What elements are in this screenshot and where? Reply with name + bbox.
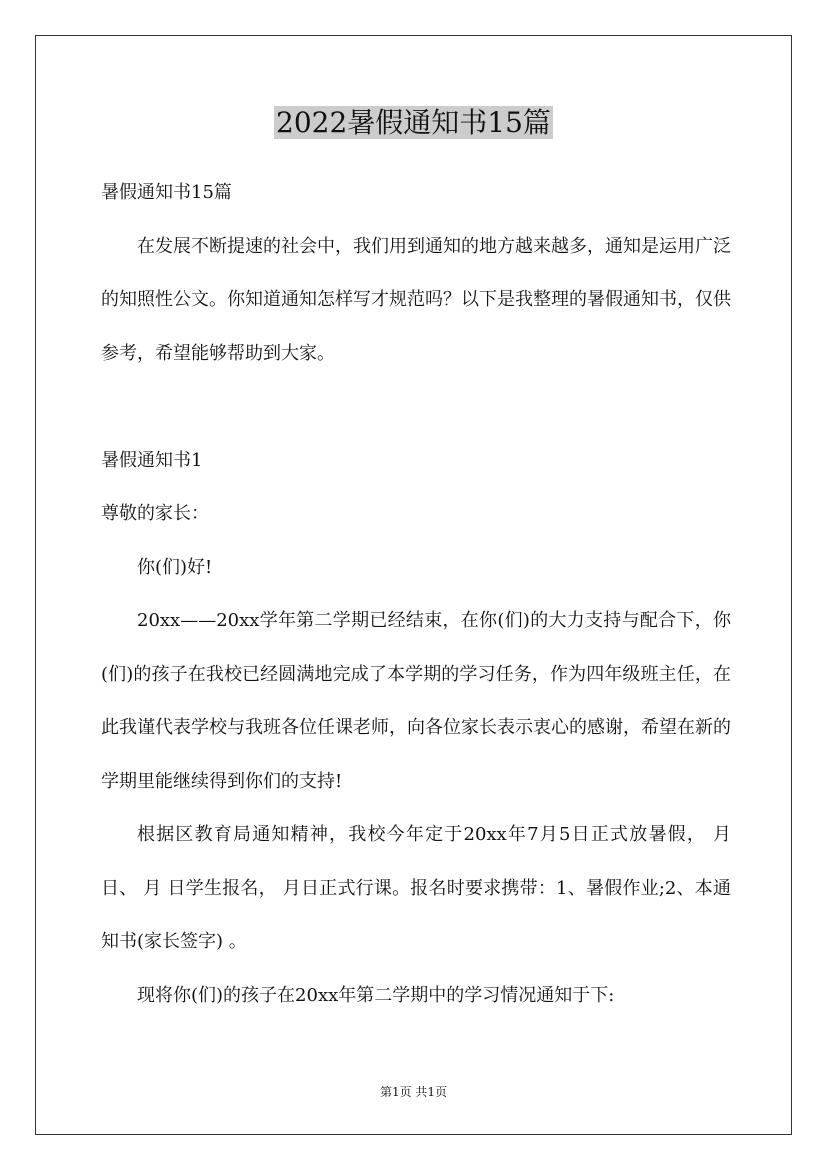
body-paragraph-2: 根据区教育局通知精神，我校今年定于20xx年7月5日正式放暑假， 月 日、 月 日学生报名， 月日正式行课。报名时要求携带：1、暑假作业;2、本通知书(家长签字) 。 bbox=[101, 824, 731, 952]
document-body bbox=[101, 166, 731, 1022]
document-subtitle: 暑假通知书15篇 bbox=[101, 182, 232, 203]
salutation: 尊敬的家长： bbox=[101, 503, 209, 524]
section-heading: 暑假通知书1 bbox=[101, 449, 203, 471]
section-spacer bbox=[101, 380, 731, 434]
document-title bbox=[0, 103, 827, 143]
document-title-text: 2022暑假通知书15篇 bbox=[276, 106, 551, 139]
greeting: 你(们)好! bbox=[137, 556, 213, 578]
body-paragraph-1: 20xx——20xx学年第二学期已经结束，在你(们)的大力支持与配合下，你(们)的孩子在我校已经圆满地完成了本学期的学习任务，作为四年级班主任，在此我谨代表学校与我班各位任课老师，向各位家长表示衷心的感谢，希望在新的学期里能继续得到你们的支持! bbox=[101, 610, 731, 792]
intro-paragraph: 在发展不断提速的社会中，我们用到通知的地方越来越多，通知是运用广泛的知照性公文。你知道通知怎样写才规范吗？以下是我整理的暑假通知书，仅供参考，希望能够帮助到大家。 bbox=[101, 235, 731, 364]
page-footer: 第1页 共1页 bbox=[379, 1085, 448, 1099]
body-paragraph-3: 现将你(们)的孩子在20xx年第二学期中的学习情况通知于下: bbox=[137, 984, 615, 1006]
